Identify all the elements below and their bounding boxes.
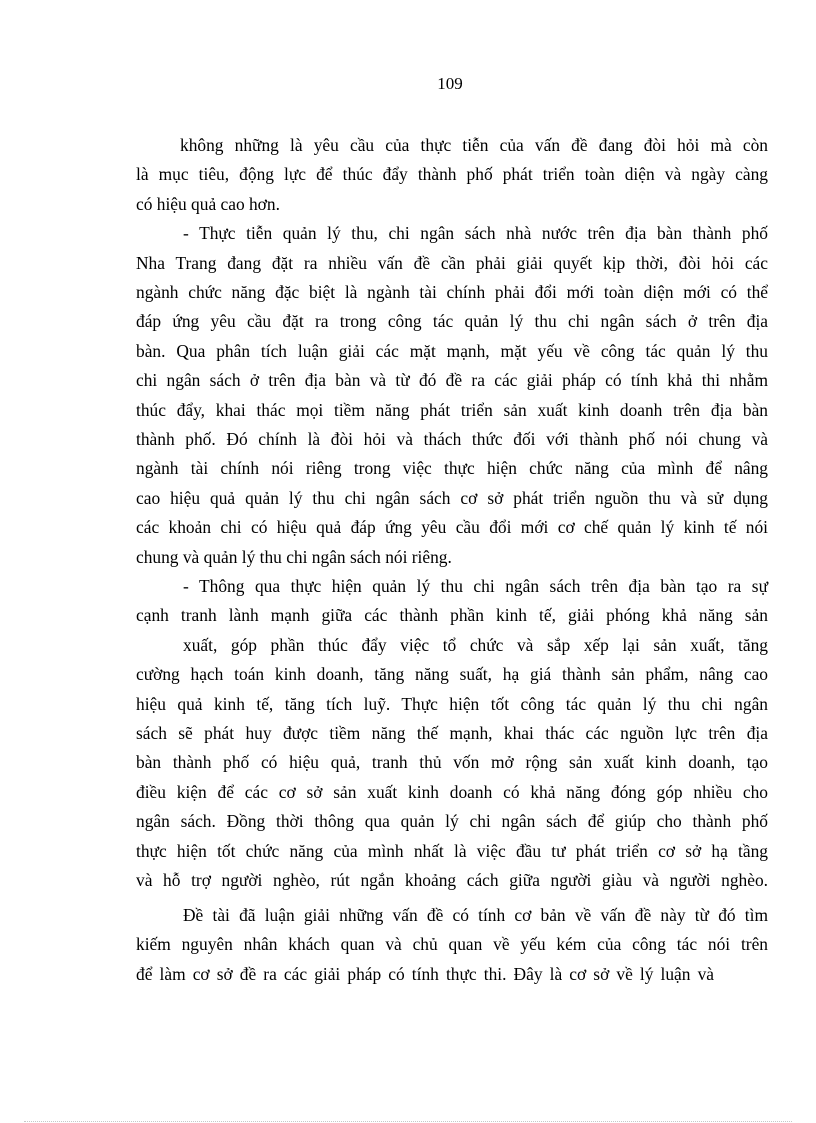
text-line: chi ngân sách ở trên địa bàn và từ đó đề ra các giải pháp có tính khả thi nhằm xyxy=(136,370,768,390)
text-line: các khoản chi có hiệu quả đáp ứng yêu cầu đổi mới cơ chế quản lý kinh tế nói xyxy=(136,517,768,537)
text-line: hiệu quả kinh tế, tăng tích luỹ. Thực hiện tốt công tác quản lý thu chi ngân xyxy=(136,694,768,714)
text-line: điều kiện để các cơ sở sản xuất kinh doanh có khả năng đóng góp nhiều cho xyxy=(136,782,768,802)
text-line: cạnh tranh lành mạnh giữa các thành phần kinh tế, giải phóng khả năng sản xyxy=(136,605,768,625)
text-line: thúc đẩy, khai thác mọi tiềm năng phát triển sản xuất kinh doanh trên địa bàn xyxy=(136,400,768,420)
text-line: - Thông qua thực hiện quản lý thu chi ngân sách trên địa bàn tạo ra sự xyxy=(183,576,768,596)
text-line: để làm cơ sở đề ra các giải pháp có tính thực thi. Đây là cơ sở về lý luận và xyxy=(136,964,714,984)
text-line: kiếm nguyên nhân khách quan và chủ quan về yếu kém của công tác nói trên xyxy=(136,934,768,954)
page-bottom-divider xyxy=(24,1121,792,1122)
page-number: 109 xyxy=(437,74,463,93)
text-line: là mục tiêu, động lực để thúc đẩy thành phố phát triển toàn diện và ngày càng xyxy=(136,164,768,184)
text-line: sách sẽ phát huy được tiềm năng thế mạnh, khai thác các nguồn lực trên địa xyxy=(136,723,768,743)
text-line: - Thực tiễn quản lý thu, chi ngân sách nhà nước trên địa bàn thành phố xyxy=(183,223,768,243)
text-line: thành phố. Đó chính là đòi hỏi và thách thức đối với thành phố nói chung và xyxy=(136,429,768,449)
text-line: cường hạch toán kinh doanh, tăng năng suất, hạ giá thành sản phẩm, nâng cao xyxy=(136,664,768,684)
text-line: Nha Trang đang đặt ra nhiều vấn đề cần phải giải quyết kịp thời, đòi hỏi các xyxy=(136,253,768,273)
text-line: chung và quản lý thu chi ngân sách nói riêng. xyxy=(136,547,452,567)
text-line: có hiệu quả cao hơn. xyxy=(136,194,280,214)
text-line: cao hiệu quả quản lý thu chi ngân sách cơ sở phát triển nguồn thu và sử dụng xyxy=(136,488,768,508)
text-line: không những là yêu cầu của thực tiễn của vấn đề đang đòi hỏi mà còn xyxy=(180,135,768,155)
text-line: bàn. Qua phân tích luận giải các mặt mạnh, mặt yếu về công tác quản lý thu xyxy=(136,341,768,361)
text-line: đáp ứng yêu cầu đặt ra trong công tác quản lý thu chi ngân sách ở trên địa xyxy=(136,311,768,331)
text-line: xuất, góp phần thúc đẩy việc tổ chức và sắp xếp lại sản xuất, tăng xyxy=(183,635,768,655)
text-line: ngành tài chính nói riêng trong việc thực hiện chức năng của mình để nâng xyxy=(136,458,768,478)
text-line: ngân sách. Đồng thời thông qua quản lý chi ngân sách để giúp cho thành phố xyxy=(136,811,768,831)
text-line: bàn thành phố có hiệu quả, tranh thủ vốn mở rộng sản xuất kinh doanh, tạo xyxy=(136,752,768,772)
text-line: thực hiện tốt chức năng của mình nhất là việc đầu tư phát triển cơ sở hạ tầng xyxy=(136,841,768,861)
text-line: ngành chức năng đặc biệt là ngành tài chính phải đổi mới toàn diện mới có thể xyxy=(136,282,768,302)
text-line: và hỗ trợ người nghèo, rút ngắn khoảng cách giữa người giàu và người nghèo. xyxy=(136,870,768,890)
text-line: Đề tài đã luận giải những vấn đề có tính cơ bản về vấn đề này từ đó tìm xyxy=(183,905,768,925)
